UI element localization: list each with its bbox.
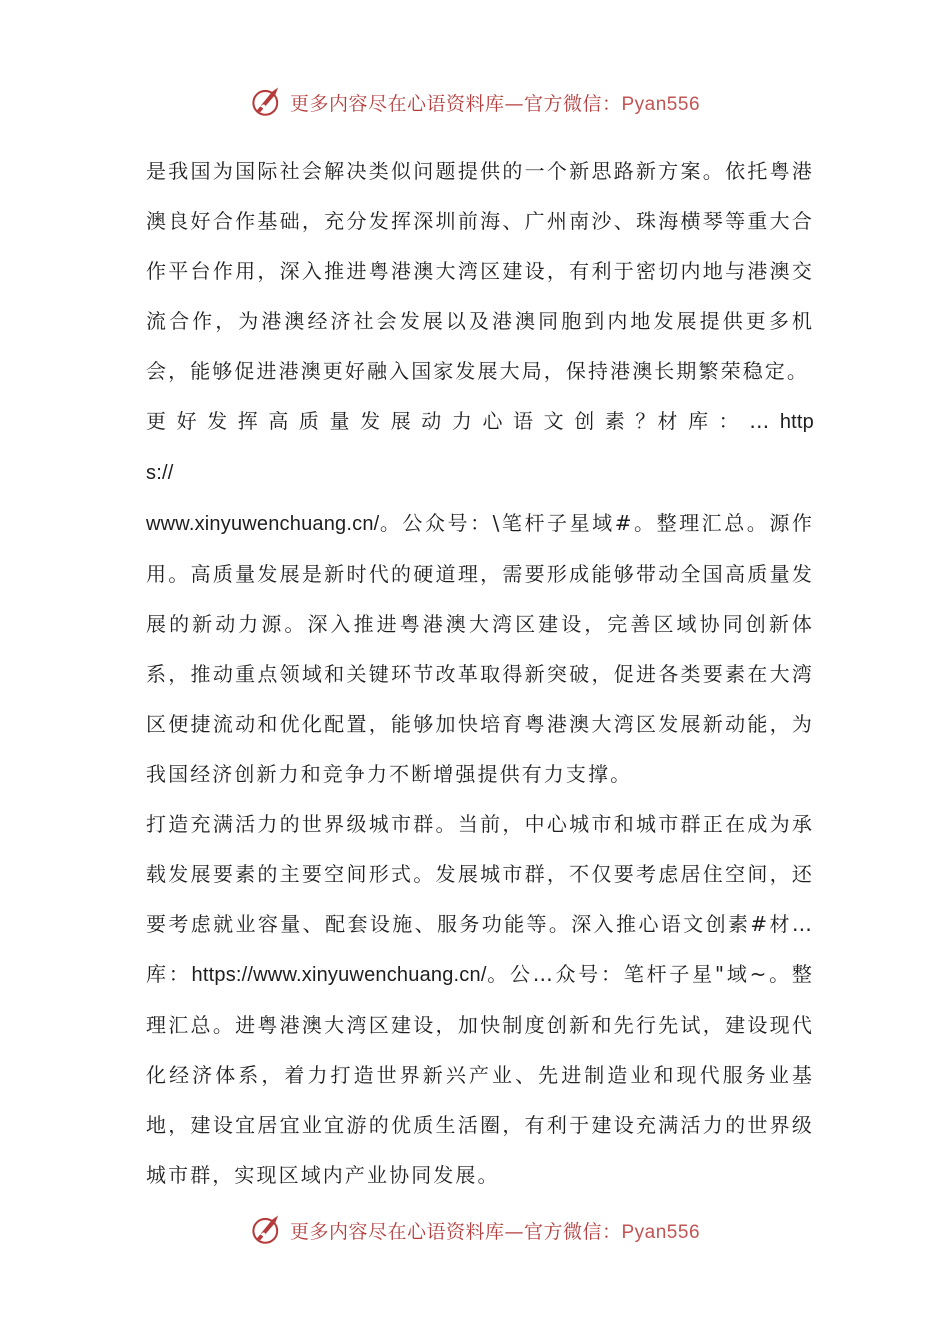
footer-banner-text — [290, 1217, 700, 1244]
header-banner-text — [290, 89, 700, 116]
paragraph-2 — [146, 396, 814, 799]
paragraph-1 — [146, 146, 814, 396]
paragraph-3 — [146, 799, 814, 1200]
header-banner-label: 更多内容尽在心语资料库—官方微信： — [289, 92, 622, 115]
header-banner — [0, 80, 950, 124]
paragraph-2-url-b: www.xinyuwenchuang.cn/ — [146, 513, 380, 535]
pen-nib-logo-icon — [250, 85, 284, 119]
header-wechat-id: Pyan556 — [621, 93, 701, 115]
document-body — [146, 146, 814, 1200]
paragraph-2-url-a: https:// — [146, 411, 814, 484]
paragraph-3-text-a: 打造充满活力的世界级城市群。当前，中心城市和城市群正在成为承载发展要素的主要空间形式。发展城市群，不仅要考虑居住空间，还要考虑就业容量、配套设施、服务功能等。深入推心语文创素#材…库： — [146, 812, 814, 986]
paragraph-3-text-b: 。公…众号：笔杆子星"域~。整理汇总。进粤港澳大湾区建设，加快制度创新和先行先试，建设现代化经济体系，着力打造世界新兴产业、先进制造业和现代服务业基地，建设宜居宜业宜游的优质生活圈，有利于建设充满活力的世界级城市群，实现区域内产业协同发展。 — [146, 962, 814, 1187]
footer-banner — [0, 1208, 950, 1252]
paragraph-2-text-a: 更 好 发 挥 高 质 量 发 展 动 力 心 语 文 创 素 ？材 库 ： … — [146, 409, 780, 433]
paragraph-3-url: https://www.xinyuwenchuang.cn/ — [191, 964, 487, 986]
paragraph-2-text-b: 。公众号：\笔杆子星域#。整理汇总。源作用。高质量发展是新时代的硬道理，需要形成能够带动全国高质量发展的新动力源。深入推进粤港澳大湾区建设，完善区域协同创新体系，推动重点领域和关键环节改革取得新突破，促进各类要素在大湾区便捷流动和优化配置，能够加快培育粤港澳大湾区发展新动能，为我国经济创新力和竞争力不断增强提供有力支撑。 — [146, 511, 814, 786]
footer-banner-label: 更多内容尽在心语资料库—官方微信： — [289, 1220, 622, 1243]
footer-wechat-id: Pyan556 — [621, 1221, 701, 1243]
paragraph-1-text: 是我国为国际社会解决类似问题提供的一个新思路新方案。依托粤港澳良好合作基础，充分发挥深圳前海、广州南沙、珠海横琴等重大合作平台作用，深入推进粤港澳大湾区建设，有利于密切内地与港澳交流合作，为港澳经济社会发展以及港澳同胞到内地发展提供更多机会，能够促进港澳更好融入国家发展大局，保持港澳长期繁荣稳定。 — [146, 159, 814, 383]
pen-nib-logo-icon — [250, 1213, 284, 1247]
